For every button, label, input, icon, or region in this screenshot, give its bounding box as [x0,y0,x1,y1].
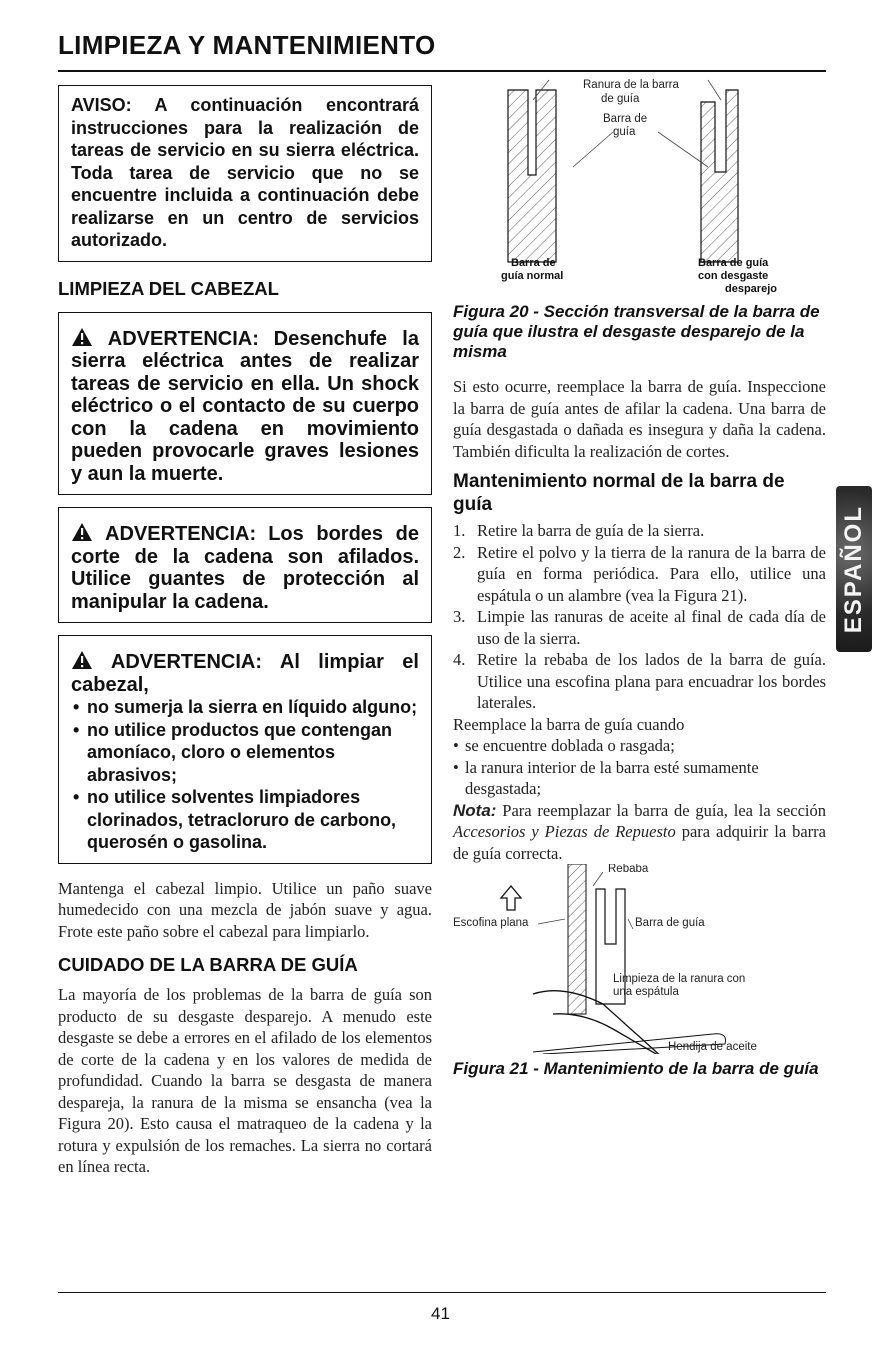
label-groove-2: de guía [601,93,640,105]
label-worn-2: con desgaste [698,270,769,282]
step-item [453,520,826,542]
note-paragraph [453,800,826,865]
label-bar: Barra de [603,113,648,125]
replace-list [453,735,826,800]
file-drawing [568,864,586,1014]
step-text: Limpie las ranuras de aceite al final de cada día de uso de la sierra. [477,607,826,648]
label-file: Escofina plana [453,917,529,929]
warning-list-item: • no utilice solventes limpiadores clorinados, tetracloruro de carbono, querosén o gasolina. [71,786,419,854]
label-bar: Barra de guía [635,917,705,929]
language-tab [836,486,872,652]
normal-bar-drawing [508,90,556,262]
warning-list-item: • no sumerja la sierra en líquido alguno; [71,696,419,719]
step-text: Retire el polvo y la tierra de la ranura de la barra de guía en forma periódica. Para ello, utilice una espátula o un alambre (vea la Figura 21). [477,542,826,605]
warning-title: ADVERTENCIA: [107,327,259,350]
step-number: 2. [453,542,466,562]
warning-box-unplug [58,312,432,496]
figure-20-illustration [453,72,826,297]
label-worn: Barra de guía [698,257,769,269]
warning-box-cleaning [58,635,432,864]
figure-20-caption: Figura 20 - Sección transversal de la barra de guía que ilustra el desgaste desparejo de la misma [453,302,820,361]
label-burr: Rebaba [608,864,649,875]
warning-list [71,696,419,854]
replace-intro: Reemplace la barra de guía cuando [453,714,685,734]
section-heading-limpieza-cabezal: LIMPIEZA DEL CABEZAL [58,277,279,299]
warning-title: ADVERTENCIA: [110,651,262,673]
warning-list-item: • no utilice productos que contengan amoníaco, cloro o elementos abrasivos; [71,719,419,787]
paragraph-cabezal: Mantenga el cabezal limpio. Utilice un paño suave humedecido con una mezcla de jabón suave y agua. Frote este paño sobre el cabezal para limpiarlo. [58,878,432,941]
section-heading-mantenimiento: Mantenimiento normal de la barra de guía [453,471,785,515]
left-column [58,85,432,1178]
note-reference: Accesorios y Piezas de Repuesto [453,822,676,841]
page-number: 41 [431,1304,450,1323]
language-tab-label: ESPAÑOL [840,504,867,634]
notice-box: AVISO: A continuación encontrará instrucciones para la realización de tareas de servicio en su sierra eléctrica. Toda tarea de servicio que no se encuentre incluida a continuación debe realizarse en un centro de servicios autorizado. [58,85,432,262]
replace-list-item: • se encuentre doblada o rasgada; [453,735,826,757]
warning-box-sharp-edges [58,507,432,623]
note-text-b: para adquirir la barra de guía correcta. [453,822,826,863]
figure-21 [453,864,826,1079]
label-bar-2: guía [613,126,636,138]
label-normal: Barra de [511,257,556,269]
step-number: 1. [453,521,466,540]
footer-rule [58,1292,826,1293]
warning-triangle-icon [71,650,93,670]
paragraph-reemplace: Si esto ocurre, reemplace la barra de guía. Inspeccione la barra de guía antes de afilar la cadena. Una barra de guía desgastada o dañada es insegura y daña la cadena. También dificulta la realización de cortes. [453,377,826,461]
right-column [453,72,826,1079]
step-number: 3. [453,607,466,626]
step-number: 4. [453,650,466,669]
worn-bar-drawing [701,90,738,262]
label-clean-2: una espátula [613,986,679,998]
step-item [453,649,826,714]
warning-title: ADVERTENCIA: [105,523,257,545]
paragraph-cuidado-barra: La mayoría de los problemas de la barra de guía son producto de su desgaste desparejo. A menudo este desgaste se debe a errores en el afilado de los elementos de corte de la cadena y en los valores de medida de profundidad. Cuando la barra se desgasta de manera despareja, la ranura de la misma se ensancha (vea la Figura 20). Esto causa el matraqueo de la cadena y la rotura y expulsión de los remaches. La sierra no cortará en línea recta. [58,985,432,1176]
warning-triangle-icon [71,522,93,542]
label-clean: Limpieza de la ranura con [613,973,746,985]
label-worn-3: desparejo [725,283,777,295]
warning-text: Al limpiar el cabezal, [71,651,419,696]
step-text: Retire la barra de guía de la sierra. [477,521,705,540]
label-oil: Hendija de aceite [668,1041,757,1053]
label-normal-2: guía normal [501,270,564,282]
up-arrow-icon [501,886,521,910]
section-heading-cuidado-barra: CUIDADO DE LA BARRA DE GUÍA [58,954,358,975]
warning-triangle-icon [71,327,93,347]
replace-list-item: • la ranura interior de la barra esté sumamente desgastada; [453,757,826,800]
note-label: Nota: [453,800,497,820]
warning-text: Los bordes de corte de la cadena son afilados. Utilice guantes de protección al manipular la cadena. [71,523,419,613]
step-text: Retire la rebaba de los lados de la barra de guía. Utilice una escofina plana para encuadrar los bordes laterales. [477,650,826,712]
figure-20 [453,72,826,362]
page-title: LIMPIEZA Y MANTENIMIENTO [58,30,436,60]
label-groove: Ranura de la barra [583,79,679,91]
step-item [453,606,826,649]
step-item [453,542,826,607]
figure-21-illustration [453,864,826,1054]
maintenance-steps [453,520,826,714]
warning-text: Desenchufe la sierra eléctrica antes de realizar tareas de servicio en ella. Un shock eléctrico o el contacto de su cuerpo con la cadena en movimiento pueden provocarle graves lesiones y aun la muerte. [71,327,419,485]
figure-21-caption: Figura 21 - Mantenimiento de la barra de guía [453,1059,819,1078]
note-text-a: Para reemplazar la barra de guía, lea la sección [502,800,827,820]
